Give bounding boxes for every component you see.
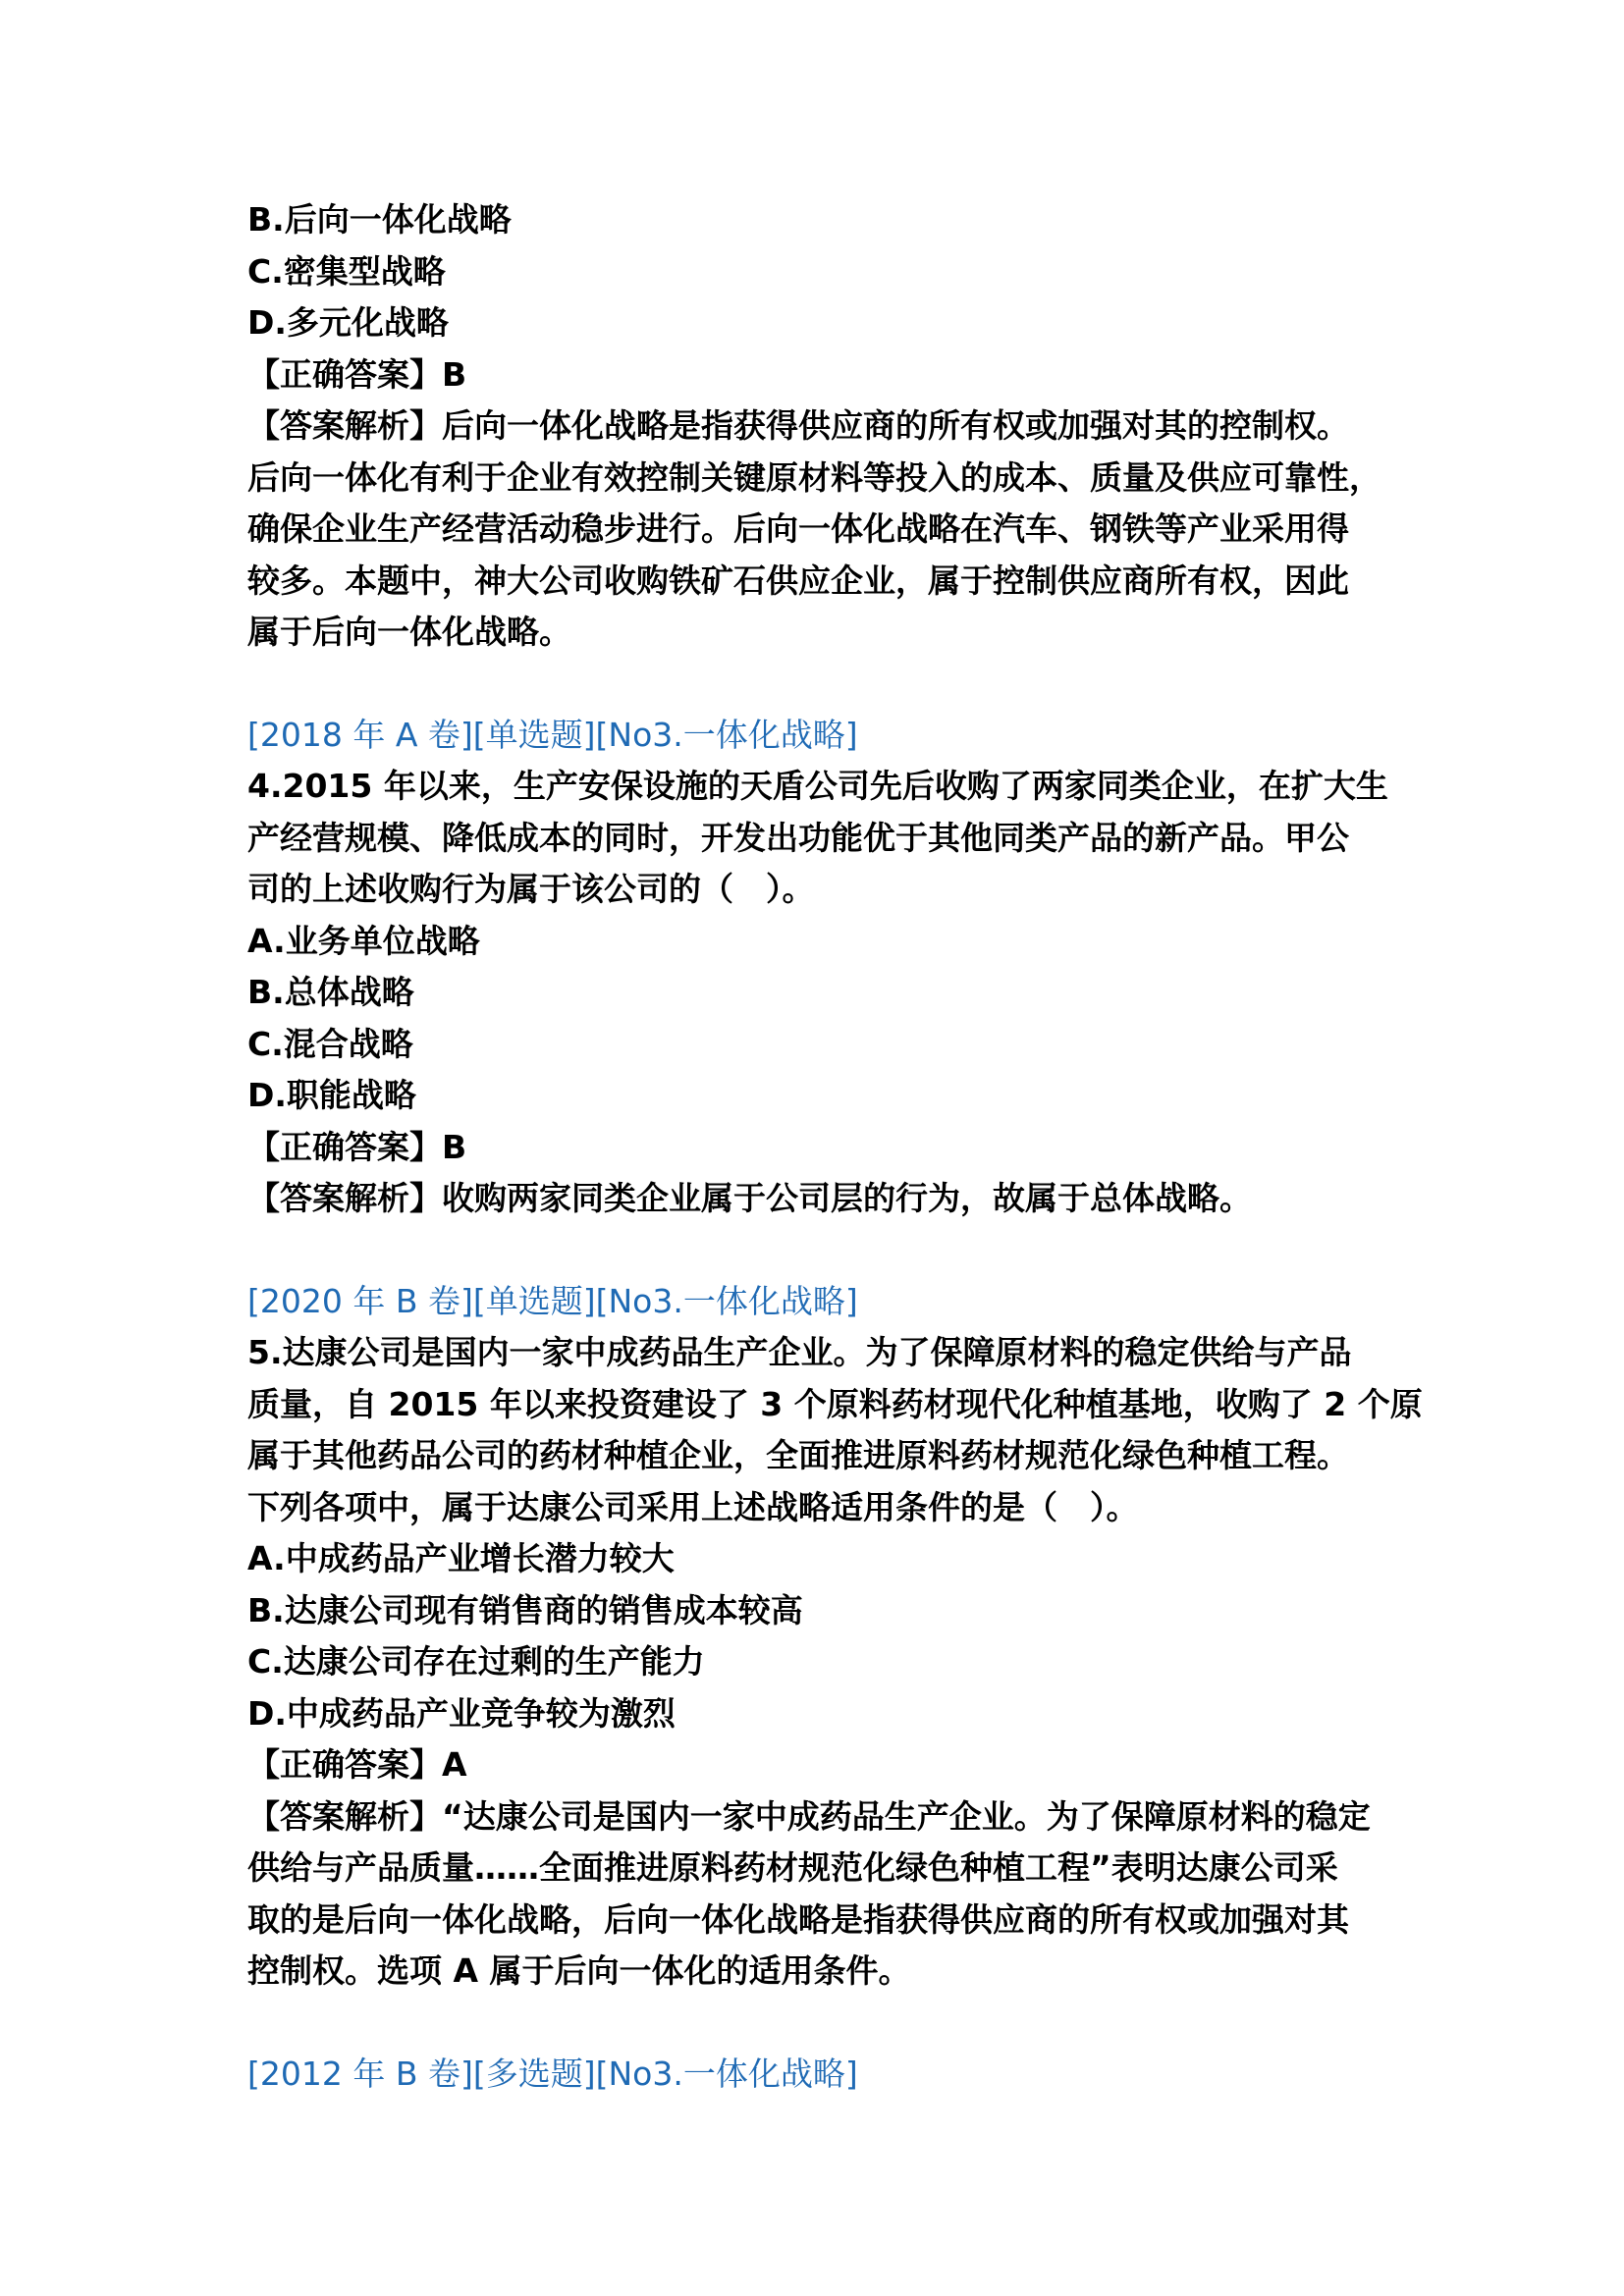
- option-c: C.密集型战略: [247, 251, 446, 291]
- analysis-line: 【答案解析】收购两家同类企业属于公司层的行为，故属于总体战略。: [247, 1179, 1252, 1217]
- analysis-line: 供给与产品质量……全面推进原料药材规范化绿色种植工程”表明达康公司采: [247, 1848, 1338, 1887]
- question-stem-line: 司的上述收购行为属于该公司的（ ）。: [247, 870, 815, 908]
- option-d: D.职能战略: [247, 1076, 416, 1114]
- option-c: C.混合战略: [247, 1024, 413, 1063]
- question-6-block: [247, 2049, 1406, 2101]
- question-3-block: [247, 194, 1406, 659]
- correct-answer: 【正确答案】B: [247, 354, 467, 394]
- analysis-line: 后向一体化有利于企业有效控制关键原材料等投入的成本、质量及供应可靠性，: [247, 457, 1381, 497]
- question-tag: [2012 年 B 卷][多选题][No3.一体化战略]: [247, 2054, 858, 2093]
- question-4-block: [247, 710, 1406, 1225]
- question-stem-line: 质量，自 2015 年以来投资建设了 3 个原料药材现代化种植基地，收购了 2 个原: [247, 1384, 1423, 1423]
- analysis-line: 确保企业生产经营活动稳步进行。后向一体化战略在汽车、钢铁等产业采用得: [247, 509, 1349, 548]
- option-d: D.多元化战略: [247, 303, 449, 342]
- option-a: A.业务单位战略: [247, 921, 480, 960]
- question-tag: [2018 年 A 卷][单选题][No3.一体化战略]: [247, 715, 858, 754]
- question-stem-line: 下列各项中，属于达康公司采用上述战略适用条件的是（ ）。: [247, 1487, 1139, 1526]
- analysis-line: 取的是后向一体化战略，后向一体化战略是指获得供应商的所有权或加强对其: [247, 1899, 1349, 1939]
- correct-answer: 【正确答案】B: [247, 1127, 467, 1166]
- correct-answer: 【正确答案】A: [247, 1745, 467, 1784]
- question-stem-line: 5.达康公司是国内一家中成药品生产企业。为了保障原材料的稳定供给与产品: [247, 1333, 1352, 1371]
- question-stem-line: 4.2015 年以来，生产安保设施的天盾公司先后收购了两家同类企业，在扩大生: [247, 767, 1388, 805]
- option-b: B.后向一体化战略: [247, 200, 512, 239]
- option-b: B.总体战略: [247, 973, 414, 1011]
- analysis-line: 控制权。选项 A 属于后向一体化的适用条件。: [247, 1951, 911, 1990]
- question-tag: [2020 年 B 卷][单选题][No3.一体化战略]: [247, 1281, 858, 1320]
- analysis-line: 较多。本题中，神大公司收购铁矿石供应企业，属于控制供应商所有权，因此: [247, 561, 1349, 600]
- option-b: B.达康公司现有销售商的销售成本较高: [247, 1590, 803, 1629]
- question-5-block: [247, 1276, 1423, 1998]
- document-content: [247, 194, 1423, 2100]
- analysis-line: 【答案解析】“达康公司是国内一家中成药品生产企业。为了保障原材料的稳定: [247, 1796, 1371, 1836]
- question-stem-line: 属于其他药品公司的药材种植企业，全面推进原料药材规范化绿色种植工程。: [247, 1436, 1349, 1474]
- analysis-line: 【答案解析】后向一体化战略是指获得供应商的所有权或加强对其的控制权。: [247, 406, 1349, 445]
- option-a: A.中成药品产业增长潜力较大: [247, 1539, 675, 1577]
- option-c: C.达康公司存在过剩的生产能力: [247, 1642, 705, 1681]
- question-stem-line: 产经营规模、降低成本的同时，开发出功能优于其他同类产品的新产品。甲公: [247, 818, 1349, 857]
- analysis-line: 属于后向一体化战略。: [247, 613, 571, 651]
- option-d: D.中成药品产业竞争较为激烈: [247, 1693, 676, 1733]
